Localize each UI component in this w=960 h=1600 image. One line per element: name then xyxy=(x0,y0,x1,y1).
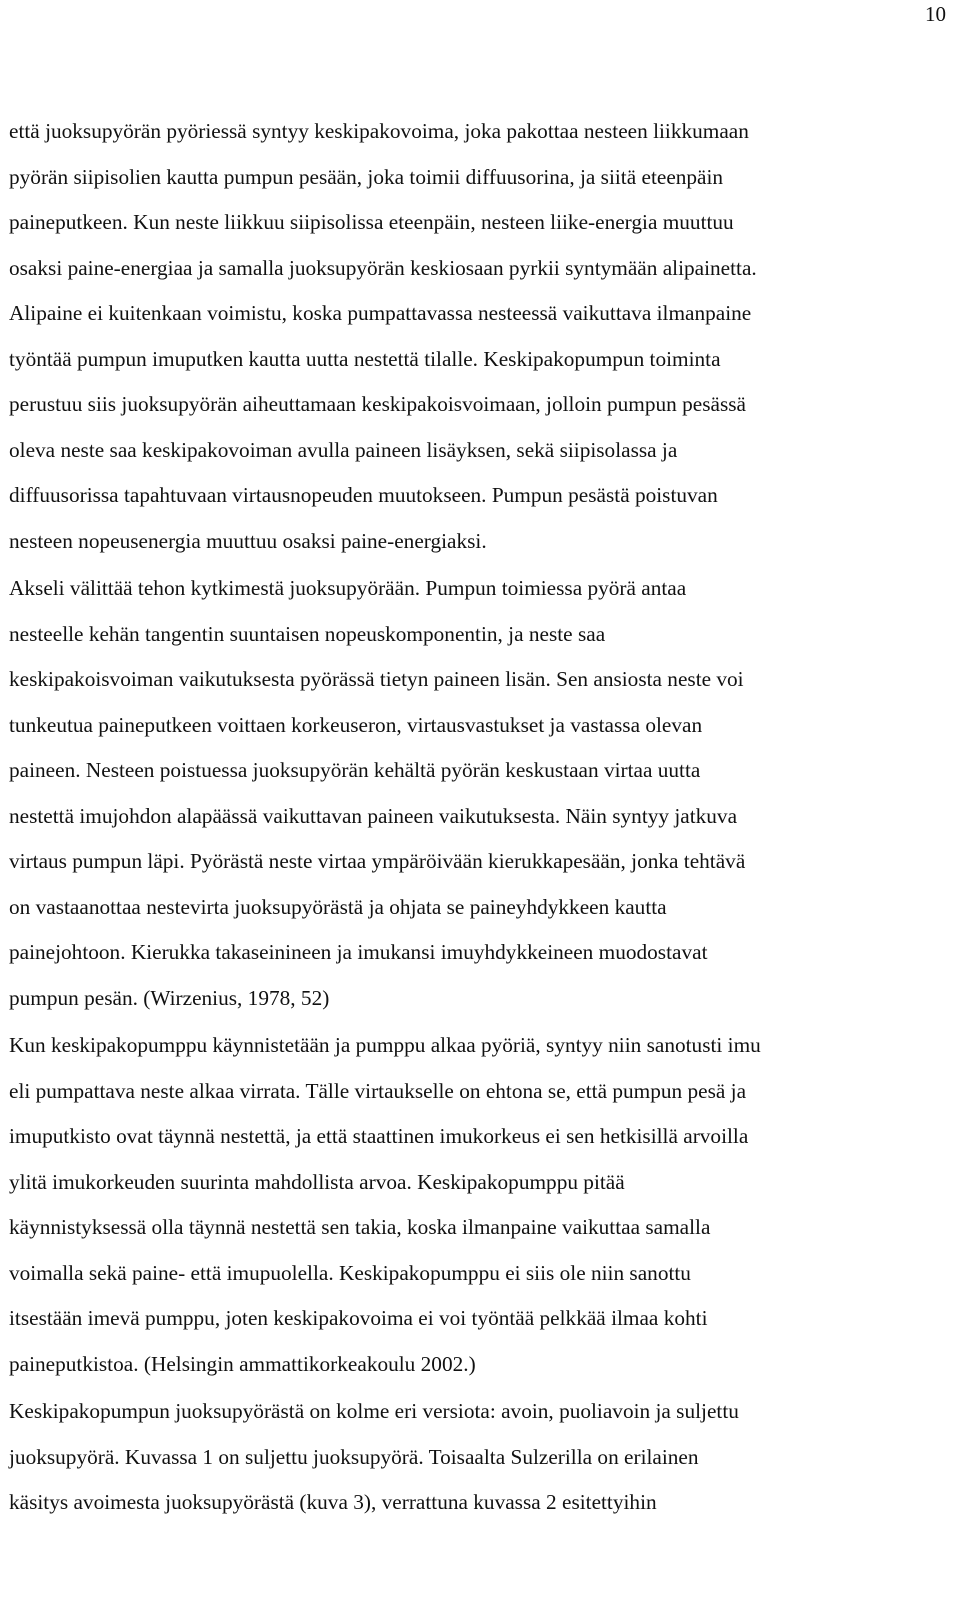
text-line: diffuusorissa tapahtuvaan virtausnopeuden muutokseen. Pumpun pesästä poistuvan xyxy=(9,483,718,507)
paragraph xyxy=(9,1389,944,1526)
text-line: Kun keskipakopumppu käynnistetään ja pumppu alkaa pyöriä, syntyy niin sanotusti imu xyxy=(9,1033,761,1057)
text-line: paineen. Nesteen poistuessa juoksupyörän kehältä pyörän keskustaan virtaa uutta xyxy=(9,758,701,782)
text-line: käynnistyksessä olla täynnä nestettä sen takia, koska ilmanpaine vaikuttaa samalla xyxy=(9,1215,711,1239)
text-line: imuputkisto ovat täynnä nestettä, ja että staattinen imukorkeus ei sen hetkisillä arvoilla xyxy=(9,1124,749,1148)
text-line: Alipaine ei kuitenkaan voimistu, koska pumpattavassa nesteessä vaikuttava ilmanpaine xyxy=(9,301,752,325)
text-line: painejohtoon. Kierukka takaseinineen ja imukansi imuyhdykkeineen muodostavat xyxy=(9,940,708,964)
text-line: voimalla sekä paine- että imupuolella. Keskipakopumppu ei siis ole niin sanottu xyxy=(9,1260,691,1285)
text-line: keskipakoisvoiman vaikutuksesta pyörässä tietyn paineen lisän. Sen ansiosta neste voi xyxy=(9,667,744,691)
paragraph xyxy=(9,1023,944,1387)
text-line: työntää pumpun imuputken kautta uutta nestettä tilalle. Keskipakopumpun toiminta xyxy=(9,346,721,371)
text-line: juoksupyörä. Kuvassa 1 on suljettu juoksupyörä. Toisaalta Sulzerilla on erilainen xyxy=(9,1444,699,1469)
paragraph xyxy=(9,109,944,564)
text-line: pumpun pesän. (Wirzenius, 1978, 52) xyxy=(9,985,330,1010)
text-line: ylitä imukorkeuden suurinta mahdollista arvoa. Keskipakopumppu pitää xyxy=(9,1169,625,1194)
text-line: Keskipakopumpun juoksupyörästä on kolme eri versiota: avoin, puoliavoin ja suljettu xyxy=(9,1399,739,1423)
text-line: Akseli välittää tehon kytkimestä juoksupyörään. Pumpun toimiessa pyörä antaa xyxy=(9,576,687,600)
text-line: nestettä imujohdon alapäässä vaikuttavan paineen vaikutuksesta. Näin syntyy jatkuva xyxy=(9,803,738,828)
text-line: käsitys avoimesta juoksupyörästä (kuva 3), verrattuna kuvassa 2 esitettyihin xyxy=(9,1490,657,1514)
text-line: nesteen nopeusenergia muuttuu osaksi paine-energiaksi. xyxy=(9,528,487,553)
text-line: oleva neste saa keskipakovoiman avulla paineen lisäyksen, sekä siipisolassa ja xyxy=(9,437,678,462)
text-line: osaksi paine-energiaa ja samalla juoksupyörän keskiosaan pyrkii syntymään alipainetta. xyxy=(9,255,757,280)
document-body xyxy=(9,109,944,1526)
page-number: 10 xyxy=(925,2,946,26)
text-line: virtaus pumpun läpi. Pyörästä neste virtaa ympäröivään kierukkapesään, jonka tehtävä xyxy=(9,849,746,873)
text-line: paineputkeen. Kun neste liikkuu siipisolissa eteenpäin, nesteen liike-energia muuttuu xyxy=(9,210,734,234)
text-line: pyörän siipisolien kautta pumpun pesään, joka toimii diffuusorina, ja siitä eteenpäin xyxy=(9,164,724,189)
text-line: on vastaanottaa nestevirta juoksupyörästä ja ohjata se paineyhdykkeen kautta xyxy=(9,894,667,919)
paragraph xyxy=(9,566,944,1021)
text-line: tunkeutua paineputkeen voittaen korkeuseron, virtausvastukset ja vastassa olevan xyxy=(9,712,703,737)
text-line: eli pumpattava neste alkaa virrata. Tälle virtaukselle on ehtona se, että pumpun pesä ja xyxy=(9,1078,747,1103)
text-line: perustuu siis juoksupyörän aiheuttamaan keskipakoisvoimaan, jolloin pumpun pesässä xyxy=(9,392,746,416)
text-line: nesteelle kehän tangentin suuntaisen nopeuskomponentin, ja neste saa xyxy=(9,621,606,646)
text-line: paineputkistoa. (Helsingin ammattikorkeakoulu 2002.) xyxy=(9,1351,476,1376)
text-line: itsestään imevä pumppu, joten keskipakovoima ei voi työntää pelkkää ilmaa kohti xyxy=(9,1306,708,1330)
text-line: että juoksupyörän pyöriessä syntyy keskipakovoima, joka pakottaa nesteen liikkumaan xyxy=(9,119,749,143)
